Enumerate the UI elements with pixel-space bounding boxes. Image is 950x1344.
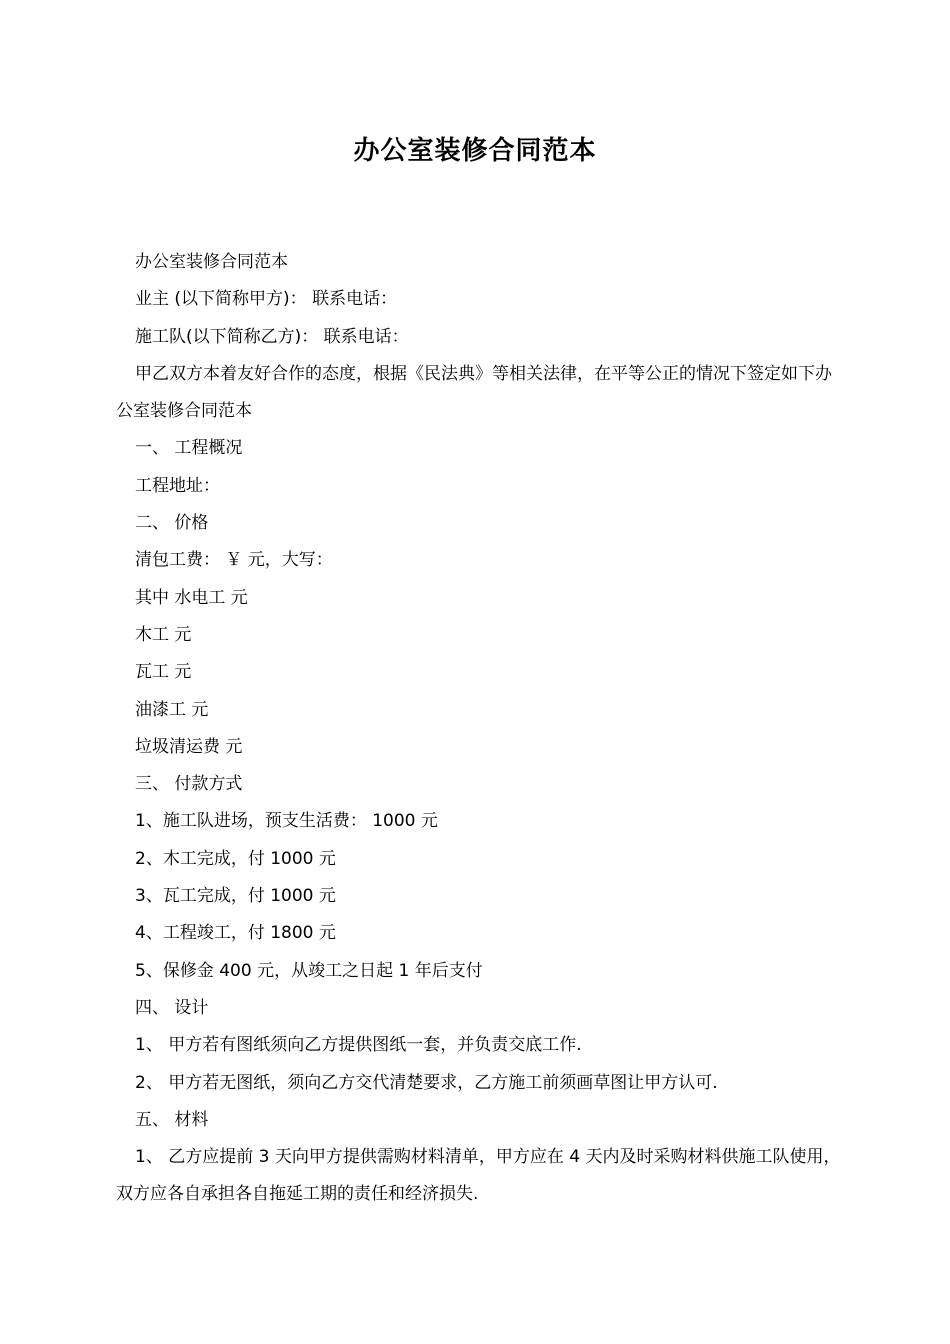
paragraph-painting: 油漆工 元 — [135, 699, 209, 720]
materials-item-1: 1、 乙方应提前 3 天向甲方提供需购材料清单，甲方应在 4 天内及时采购材料供施工队使用，双方应各自承担各自拖延工期的责任和经济损失. — [116, 1147, 841, 1205]
paragraph-contract-name: 办公室装修合同范本 — [135, 252, 288, 272]
paragraph-owner: 业主 (以下简称甲方)： 联系电话： — [135, 289, 398, 310]
design-item-1: 1、 甲方若有图纸须向乙方提供图纸一套，并负责交底工作. — [135, 1035, 582, 1056]
section-heading-design: 四、 设计 — [135, 997, 209, 1018]
section-heading-materials: 五、 材料 — [135, 1109, 209, 1130]
paragraph-waste-removal: 垃圾清运费 元 — [135, 736, 243, 757]
paragraph-labor-fee: 清包工费： ￥ 元，大写： — [135, 550, 333, 571]
payment-item-2: 2、木工完成，付 1000 元 — [135, 848, 336, 869]
payment-item-3: 3、瓦工完成，付 1000 元 — [135, 886, 336, 907]
payment-item-4: 4、工程竣工，付 1800 元 — [135, 923, 336, 944]
document-body — [116, 244, 846, 1214]
paragraph-preamble: 甲乙双方本着友好合作的态度，根据《民法典》等相关法律，在平等公正的情况下签定如下办公室装修合同范本 — [116, 363, 832, 422]
document-title: 办公室装修合同范本 — [353, 136, 597, 166]
paragraph-contractor: 施工队(以下简称乙方)： 联系电话： — [135, 326, 409, 347]
section-heading-overview: 一、 工程概况 — [135, 438, 243, 459]
section-heading-price: 二、 价格 — [135, 513, 209, 534]
payment-item-1: 1、施工队进场，预支生活费： 1000 元 — [135, 811, 438, 832]
paragraph-carpentry: 木工 元 — [135, 624, 192, 645]
paragraph-project-address: 工程地址： — [135, 475, 220, 496]
payment-item-5: 5、保修金 400 元，从竣工之日起 1 年后支付 — [135, 960, 483, 981]
paragraph-plumbing-electrical: 其中 水电工 元 — [135, 587, 248, 608]
design-item-2: 2、 甲方若无图纸，须向乙方交代清楚要求，乙方施工前须画草图让甲方认可. — [135, 1072, 718, 1093]
section-heading-payment: 三、 付款方式 — [135, 774, 243, 795]
paragraph-tiling: 瓦工 元 — [135, 662, 192, 683]
